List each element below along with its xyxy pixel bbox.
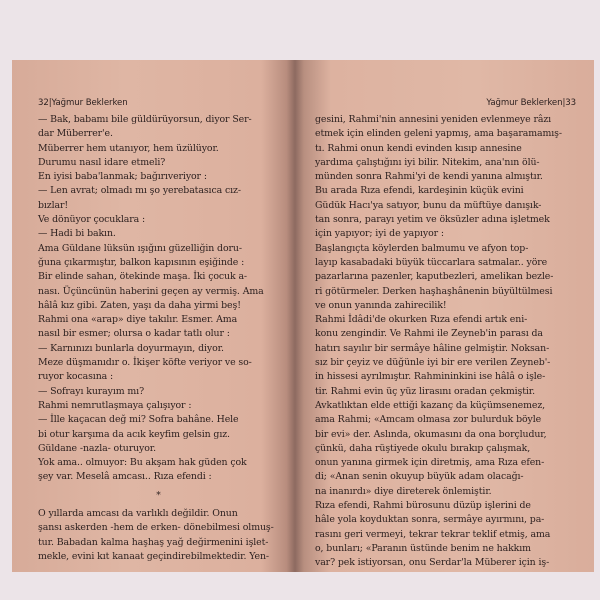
text-line: Yok ama.. olmuyor: Bu akşam hak güden çok	[38, 457, 247, 469]
text-line: ama Rahmi; «Amcam olmasa zor bulurduk böyle	[315, 414, 542, 426]
text-line: var? pek istiyorsan, onu Serdar'la Müberer için iş-	[315, 557, 550, 569]
text-line: sız bir çeyiz ve düğünle iyi bir ere verilen Zeyneb'-	[315, 357, 551, 369]
text-line: — Karnınızı bunlarla doyurmayın, diyor.	[38, 342, 224, 354]
text-line: ğuna çıkarmıştır, balkon kapısının eşiğinde :	[38, 256, 245, 268]
text-line: nası. Üçüncünün haberini geçen ay vermiş. Ama	[38, 285, 264, 297]
text-line: Avkatlıktan elde ettiği kazanç da küçümsenemez,	[315, 399, 546, 411]
text-line: Ama Güldane lüksün ışığını güzelliğin doru-	[38, 242, 242, 254]
text-line: şansı askerden -hem de erken- dönebilmesi olmuş-	[38, 522, 274, 534]
text-line: na inanırdı» diye direterek önlemiştir.	[315, 485, 492, 497]
text-line: tir. Rahmi evin üç yüz lirasını oradan çekmiştir.	[315, 385, 536, 397]
text-line: pazarlarına pazenler, kaputbezleri, amelikan bezle-	[315, 271, 554, 283]
text-line: En iyisi baba'lanmak; bağırıveriyor :	[38, 171, 207, 183]
text-line: ruyor kocasına :	[38, 371, 114, 383]
text-line: etmek için elinden geleni yapmış, ama başaramamış-	[315, 128, 562, 140]
text-line: tan sonra, parayı yetim ve öksüzler adına işletmek	[315, 214, 550, 226]
text-line: Meze düşmanıdır o. İkişer köfte veriyor ve so-	[38, 357, 252, 369]
text-line: — Sofrayı kurayım mı?	[38, 385, 145, 397]
text-line: yardıma çalıştığını iyi bilir. Nitekim, ana'nın ölü-	[315, 156, 540, 168]
text-line: — İlle kaçacan değ mi? Sofra bahâne. Hele	[38, 414, 239, 426]
left-page-header: 32|Yağmur Beklerken	[38, 98, 128, 108]
text-line: hatırı sayılır bir sermâye hâline gelmiştir. Noksan-	[315, 342, 550, 354]
text-line: layıp kasabadaki büyük tüccarlara satmalar.. yöre	[315, 256, 548, 268]
text-line: — Bak, babamı bile güldürüyorsun, diyor Ser-	[38, 114, 252, 125]
text-line: Güldane -nazla- oturuyor.	[38, 442, 156, 454]
text-line: Ve dönüyor çocuklara :	[38, 214, 146, 226]
text-line: Başlangıçta köylerden balmumu ve afyon top-	[315, 242, 529, 254]
text-line: ve onun yanında zahirecilik!	[315, 299, 447, 311]
text-line: Müberrer hem utanıyor, hem üzülüyor.	[38, 142, 219, 154]
text-line: — Len avrat; olmadı mı şo yerebatasıca cız-	[38, 185, 241, 197]
text-line: Bu arada Rıza efendi, kardeşinin küçük evini	[315, 185, 524, 197]
right-page-header: Yağmur Beklerken|33	[486, 98, 576, 108]
text-line: Rahmi İdâdi'de okurken Rıza efendi artık eni-	[315, 314, 528, 326]
text-line: hâle yola koyduktan sonra, sermâye ayırmını, pa-	[315, 514, 545, 526]
text-line: Bir elinde sahan, ötekinde maşa. İki çocuk a-	[38, 271, 247, 283]
text-line: O yıllarda amcası da varlıklı değildir. Onun	[38, 508, 238, 520]
text-line: Durumu nasıl idare etmeli?	[38, 156, 166, 168]
text-line: nasıl bir esmer; olursa o kadar tatlı olur :	[38, 328, 230, 340]
text-line: mekle, evini kıt kanaat geçindirebilmektedir. Yen-	[38, 550, 269, 562]
text-line: — Hadi bi bakın.	[38, 228, 116, 240]
text-line: dar Müberrer'e.	[38, 128, 113, 140]
text-line: tur. Babadan kalma haşhaş yağ değirmenini işlet-	[38, 536, 269, 548]
text-line: rasını geri vermeyi, tekrar tekrar teklif etmiş, ama	[315, 528, 551, 540]
text-line: Rahmi ona «arap» diye takılır. Esmer. Ama	[38, 314, 238, 326]
left-page-text	[38, 113, 279, 564]
open-book	[12, 60, 594, 572]
text-line: gesini, Rahmi'nin annesini yeniden evlenmeye râzı	[315, 114, 552, 125]
text-line: şey var. Meselâ amcası.. Rıza efendi :	[38, 471, 212, 483]
section-separator: *	[156, 490, 161, 501]
text-line: Rahmi nemrutlaşmaya çalışıyor :	[38, 399, 192, 411]
text-line: onun yanına girmek için diretmiş, ama Rıza efen-	[315, 457, 545, 469]
left-page	[12, 60, 295, 572]
text-line: münden sonra Rahmi'yi de kendi yanına almıştır.	[315, 171, 543, 183]
text-line: ri götürmeler. Derken haşhaşhânenin büyültülmesi	[315, 285, 553, 297]
text-line: için yapıyor; iyi de yapıyor :	[315, 228, 444, 240]
text-line: konu zengindir. Ve Rahmi ile Zeyneb'in parası da	[315, 328, 543, 340]
text-line: Rıza efendi, Rahmi bürosunu düzüp işlerini de	[315, 500, 531, 512]
text-line: hâlâ kız gibi. Zaten, yaşı da daha yirmi beş!	[38, 299, 241, 311]
text-line: in hissesi ayrılmıştır. Rahmininkini ise hâlâ o işle-	[315, 371, 546, 383]
text-line: Güdük Hacı'ya satıyor, bunu da müftüye danışık-	[315, 199, 542, 211]
text-line: bi otur karşıma da acık keyfim gelsin gız.	[38, 428, 230, 440]
text-line: o, bunları; «Paranın üstünde benim ne hakkım	[315, 542, 531, 554]
text-line: bızlar!	[38, 199, 69, 211]
text-line: di; «Anan senin okuyup büyük adam olacağı-	[315, 471, 524, 483]
text-line: çünkü, daha rüştiyede okulu bırakıp çalışmak,	[315, 442, 531, 454]
text-line: tı. Rahmi onun kendi evinden kısıp annesine	[315, 142, 522, 154]
right-page-text	[315, 113, 576, 571]
right-page	[295, 60, 594, 572]
text-line: bir evi» der. Aslında, okumasını da ona borçludur,	[315, 428, 547, 440]
